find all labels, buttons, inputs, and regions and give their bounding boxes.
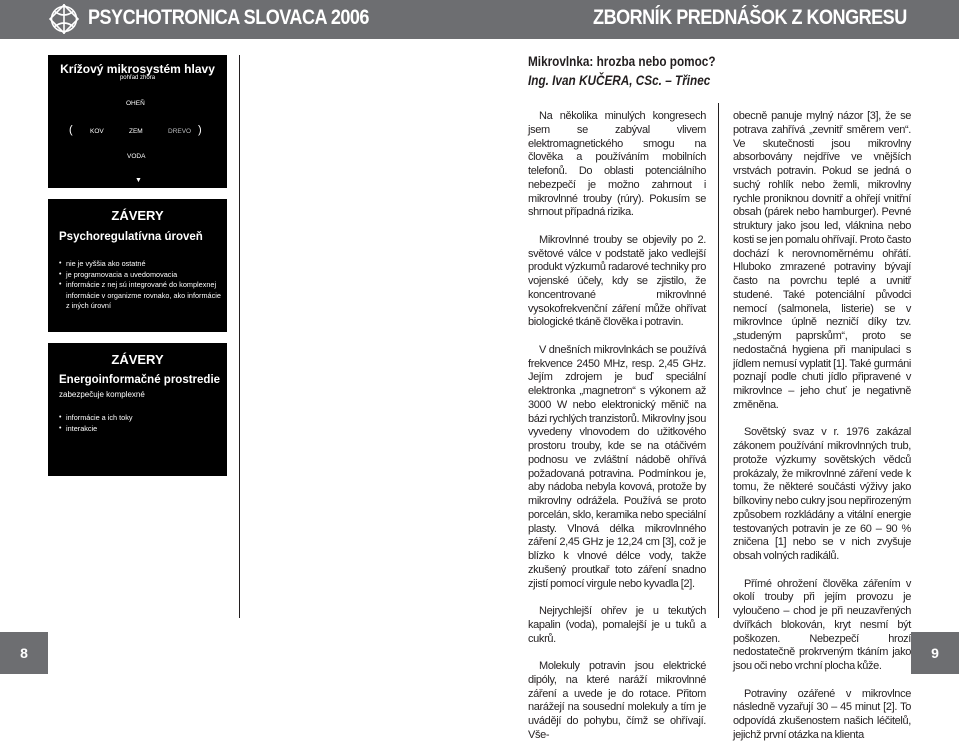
- list-item: • nie je vyššia ako ostatné: [59, 259, 221, 270]
- slide-conclusions-energoinformative: [48, 343, 227, 476]
- paren-open: (: [69, 124, 73, 136]
- list-item: • je programovacia a uvedomovacia: [59, 270, 221, 281]
- column-divider: [718, 103, 719, 618]
- slide-heading: ZÁVERY: [111, 208, 164, 223]
- element-fire: OHEŇ: [126, 100, 145, 107]
- slide-subheading: Psychoregulatívna úroveň: [59, 231, 203, 243]
- slide-conclusions-psychoregulative: [48, 199, 227, 332]
- slide-subheading: Energoinformačné prostredie: [59, 374, 221, 386]
- slide-heading: ZÁVERY: [111, 352, 164, 367]
- slide-note: zabezpečuje komplexné: [59, 390, 145, 399]
- page-number-right: 9: [911, 632, 959, 674]
- page-header: [0, 0, 959, 39]
- psychotronica-logo-icon: [47, 2, 81, 36]
- article-column-2: [733, 110, 911, 756]
- column-divider: [239, 55, 240, 618]
- paragraph: Přímé ohrožení člověka zářením v okolí trouby při jejím provozu je vyloučeno – chod je při neuzavřených dvířkách blokován, kryt nesmí být poškozen. Nebezpečí hrozí nedostatečně prokrveným tkáním jako jsou oči nebo vrchní plocha kůže.: [733, 577, 911, 672]
- article-author: Ing. Ivan KUČERA, CSc. – Třinec: [528, 72, 711, 88]
- header-left-title: PSYCHOTRONICA SLOVACA 2006: [88, 6, 369, 29]
- paragraph: V dnešních mikrovlnkách se používá frekvence 2450 MHz, resp. 2,45 GHz. Jejím zdrojem je buď speciální elektronka „magnetron“ s výkonem až 3000 W nebo elektronický měnič na bázi rychlých tranzistorů. Mikrovlny jsou vyvedeny vlnovodem do užitkového prostoru trouby, kde se na otáčivém podnosu ve zvláštní nádobě ohřívá požadovaná potravina. Podmínkou je, aby nádoba nebyla kovová, protože by mikrovlny odrážela. Používá se proto porcelán, sklo, keramika nebo speciální plasty. Vlnová délka mikrovlnného záření 2,45 GHz je 12,24 cm [3], což je blízko k vlnové délce vody, takže zkušený proutkař toto záření snadno zjistí pomocí virgule nebo kyvadla [2].: [528, 343, 706, 590]
- list-item: • informácie a ich toky: [59, 413, 221, 424]
- paragraph: Nejrychlejší ohřev je u tekutých kapalin (voda), pomalejší je u tuků a cukrů.: [528, 605, 706, 645]
- paragraph: Mikrovlnné trouby se objevily po 2. světové válce v podstatě jako vedlejší produkt výzkumů radarové techniky pro vojenské účely, kdy se zjistilo, že koncentrované mikrovlnné vysokofrekvenční záření může ohřívat biologické tkáně člověka i potravin.: [528, 233, 706, 329]
- paragraph: obecně panuje mylný názor [3], že se potrava zahřívá „zevnitř směrem ven“. Ve skutečnosti jsou mikrovlny absorbovány nejdříve ve vnějších vrstvách potravin. Pokud se jedná o suchý rohlík nebo žemli, mikrovlny rychle proniknou dovnitř a ohřejí vnitřní obsah (párek nebo hamburger). Pevné struktury jako jsou led, vláknina nebo kosti se jen pomalu ohřívají. Proto často dochází k nerovnoměrnému ohřátí. Hluboko zmrazené potraviny bývají často na povrchu teplé a uvnitř studené. Také potenciální původci nemocí (salmonela, listerie) se v mikrovlnce úplně nezničí díky tzv. „studeným paprskům“, proto se nedostačná hygiena při manipulaci s jídlem nemusí vyplatit [1]. Také gurmáni poznají podle chuti jídlo připravené v mikrovlnce – jeho chuť je negativně změněna.: [733, 110, 911, 411]
- header-right-title: ZBORNÍK PREDNÁŠOK Z KONGRESU: [593, 6, 907, 29]
- slide-subtitle: pohľad zhora: [119, 75, 156, 81]
- slide-bullet-list: [59, 413, 221, 434]
- paragraph: Potraviny ozářené v mikrovlnce následně vyzařují 30 – 45 minut [2]. To odpovídá zkušenostem našich léčitelů, jejichž první otázka na klienta: [733, 687, 911, 741]
- element-water: VODA: [127, 153, 146, 160]
- list-item: • interakcie: [59, 424, 221, 435]
- element-metal: KOV: [90, 128, 104, 135]
- list-item: • informácie z nej sú integrované do komplexnej informácie v organizme rovnako, ako informácie z iných úrovní: [59, 280, 221, 312]
- element-earth: ZEM: [129, 128, 143, 135]
- slide-cross-microsystem: [48, 55, 227, 188]
- slide-title: Krížový mikrosystém hlavy: [60, 62, 215, 76]
- arrow-down-icon: ▼: [135, 177, 142, 184]
- element-wood: DREVO: [168, 128, 192, 135]
- paragraph: Molekuly potravin jsou elektrické dipóly, na které naráží mikrovlnné záření a uvede je do rotace. Přitom narážejí na sousední molekuly a tím je uvádějí do pohybu, čímž se ohřívají. Vše-: [528, 660, 706, 741]
- article-column-1: [528, 110, 706, 756]
- paren-close: ): [198, 124, 202, 136]
- paragraph: Sovětský svaz v r. 1976 zakázal zákonem používání mikrovlnných trub, protože výzkumy sovětských vědců prokázaly, že mikrovlnné záření vede k tomu, že některé součásti výživy jako bílkoviny nebo cukry jsou nepřirozeným způsobem rozkládány a vitální energie testovaných potravin je ze 60 – 90 % zničena [1] nebo se v nich zvyšuje obsah volných radikálů.: [733, 426, 911, 562]
- page-number-left: 8: [0, 632, 48, 674]
- slide-bullet-list: [59, 259, 221, 312]
- paragraph: Na několika minulých kongresech jsem se zabýval vlivem elektromagnetického smogu na člověka a používáním mobilních telefonů. Do oblasti potenciálního nebezpečí je možno zahrnout i mikrovlnné trouby (rúry). Pokusím se shrnout případná rizika.: [528, 110, 706, 219]
- article-title: Mikrovlnka: hrozba nebo pomoc?: [528, 53, 716, 69]
